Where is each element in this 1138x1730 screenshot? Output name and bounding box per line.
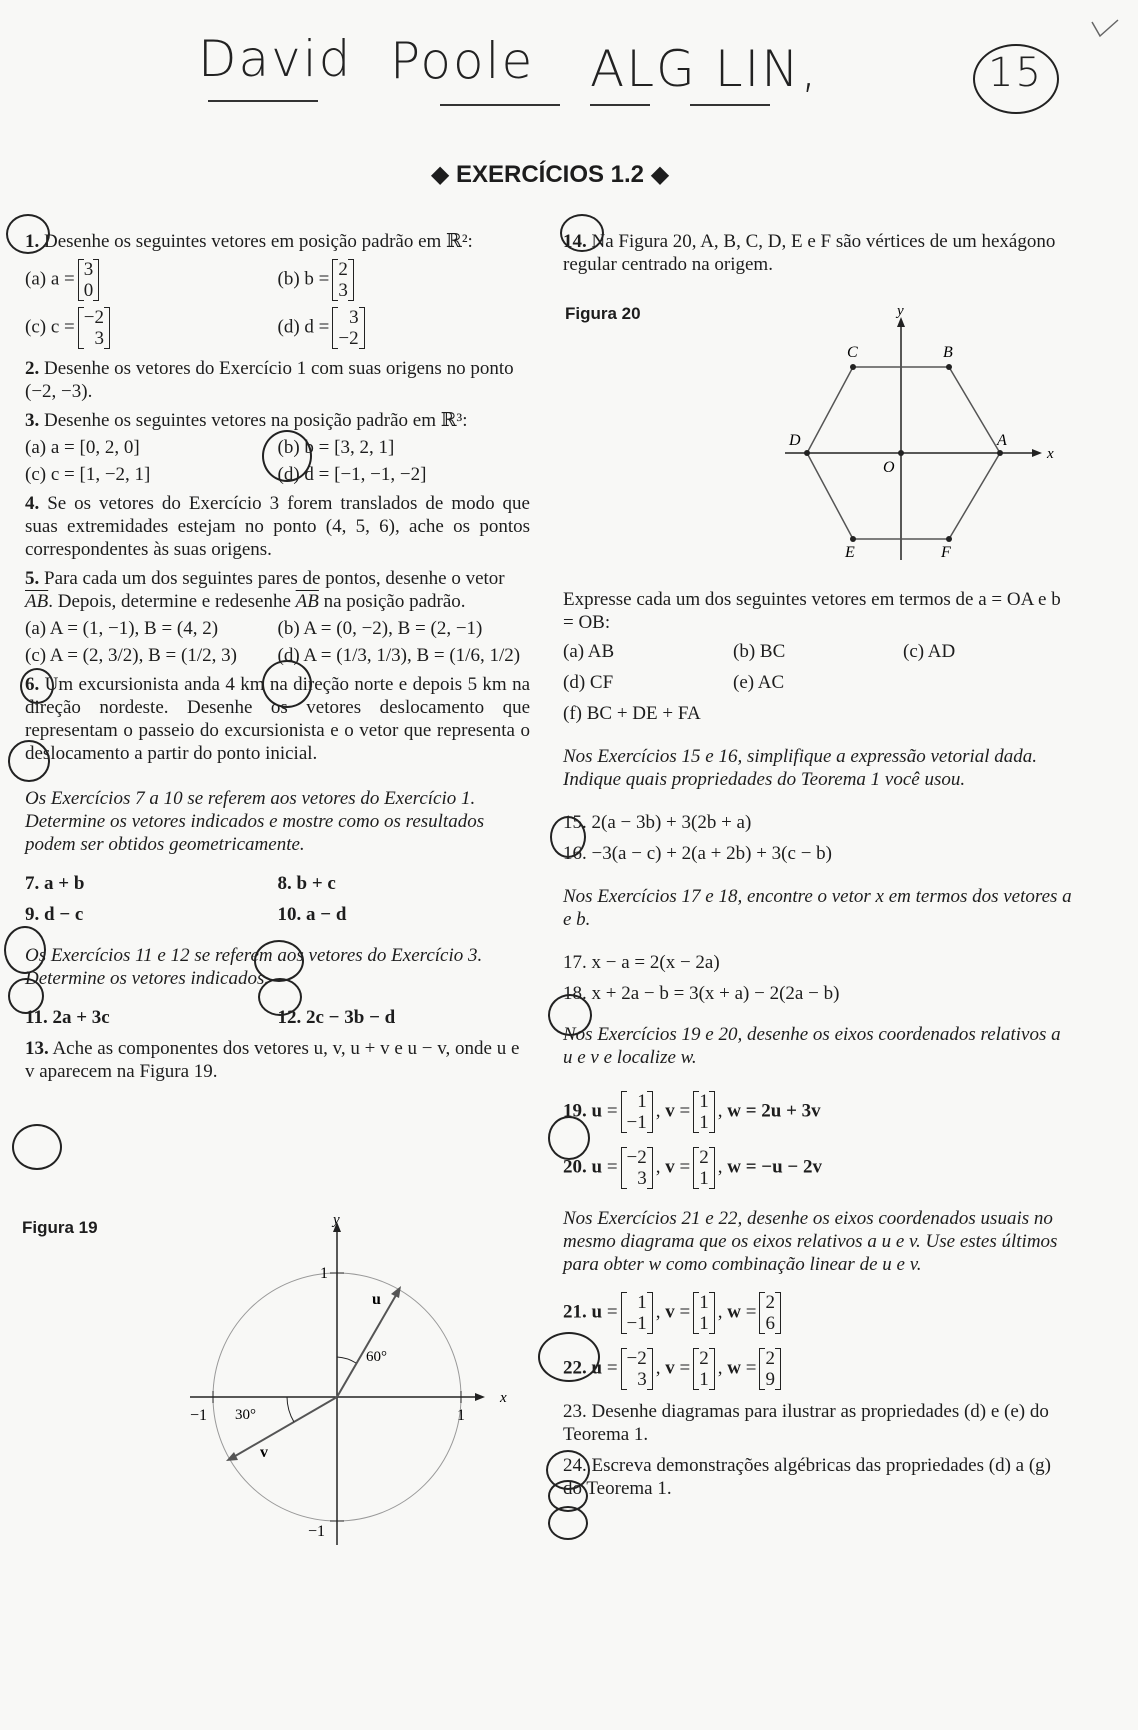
svg-text:E: E (845, 544, 855, 561)
instructions-15-16: Nos Exercícios 15 e 16, simplifique a expressão vetorial dada. Indique quais propriedades do Teorema 1 você usou. (563, 746, 1038, 790)
exercise-3: 3. Desenhe os seguintes vetores na posição padrão em ℝ³: (25, 410, 468, 431)
exercise-14: 14. Na Figura 20, A, B, C, D, E e F são vértices de um hexágono regular centrado na origem. (563, 231, 1056, 275)
figure-20-diagram (775, 305, 1075, 565)
exercise-5: 5. Para cada um dos seguintes pares de pontos, desenhe o vetor $\overline{AB}$. Depois, determine e redesenhe $\overline{AB}$ na posição padrão. (25, 568, 505, 612)
express-instructions: Expresse cada um dos seguintes vetores em termos de a = OA e b = OB: (563, 589, 1061, 633)
handwritten-circle (262, 660, 312, 708)
handwritten-circle (12, 1124, 62, 1170)
svg-text:x: x (1047, 446, 1054, 462)
handwritten-circle (258, 978, 302, 1016)
handwritten-circle (20, 668, 54, 704)
exercise-22: 22. u = −2 3 , v = 2 1 , w = 2 9 (563, 1348, 1073, 1390)
fig19-x-label: x (500, 1390, 507, 1406)
handwritten-circle (254, 940, 304, 982)
handwritten-page-number: 15 (988, 50, 1043, 96)
figure-20-title: Figura 20 (565, 304, 641, 323)
handwritten-name-david: David (198, 30, 353, 88)
handwritten-circle (548, 994, 592, 1036)
exercise-3-items: (c) c = [1, −2, 1] (d) d = [−1, −1, −2] (25, 464, 427, 485)
handwritten-underline (690, 104, 770, 106)
svg-text:A: A (997, 432, 1007, 449)
handwritten-circle (548, 1116, 590, 1160)
exercise-16: 16. −3(a − c) + 2(a + 2b) + 3(c − b) (563, 843, 832, 864)
handwritten-alg-lin: ALG LIN, (590, 40, 819, 98)
exercise-5-items: (a) A = (1, −1), B = (4, 2) (b) A = (0, −2), B = (2, −1) (25, 618, 483, 639)
handwritten-circle (548, 1506, 588, 1540)
vector-v-label: v (260, 1444, 268, 1461)
svg-text:D: D (789, 432, 801, 449)
instructions-7-10: Os Exercícios 7 a 10 se referem aos vetores do Exercício 1. Determine os vetores indicados e mostre como os resultados podem ser obtidos geometricamente. (25, 788, 485, 855)
handwritten-circle (262, 430, 312, 482)
exercise-4: 4. Se os vetores do Exercício 3 forem translados de modo que suas extremidades estejam no ponto (4, 5, 6), ache os pontos correspondentes às suas origens. (25, 493, 530, 560)
exercise-19: 19. u = 1 −1 , v = 1 1 , w = 2u + 3v (563, 1091, 821, 1133)
exercise-1: 1. Desenhe os seguintes vetores em posição padrão em ℝ²: (25, 231, 473, 252)
svg-text:C: C (847, 344, 858, 361)
exercise-23: 23. Desenhe diagramas para ilustrar as propriedades (d) e (e) do Teorema 1. (563, 1401, 1049, 1445)
instructions-21-22: Nos Exercícios 21 e 22, desenhe os eixos coordenados usuais no mesmo diagrama que os eixos relativos a u e v. Use estes últimos para obter w como combinação linear de u e v. (563, 1208, 1058, 1275)
exercise-21: 21. u = 1 −1 , v = 1 1 , w = 2 6 (563, 1292, 1073, 1334)
handwritten-circle (8, 978, 44, 1014)
exercise-1-items: (a) a = 3 0 (b) b = 2 3 (25, 259, 530, 301)
svg-text:B: B (943, 344, 953, 361)
svg-text:−1: −1 (308, 1523, 326, 1540)
exercise-1-items: (c) c = −2 3 (d) d = 3 −2 (25, 307, 530, 349)
svg-text:y: y (897, 305, 904, 319)
figure-19-title: Figura 19 (22, 1218, 98, 1237)
exercise-3-items: (a) a = [0, 2, 0] (b) b = [3, 2, 1] (25, 437, 395, 458)
exercise-5-items: (c) A = (2, 3/2), B = (1/2, 3) (d) A = (1/3, 1/3), B = (1/6, 1/2) (25, 645, 521, 666)
angle-30-label: 30° (235, 1407, 256, 1423)
handwritten-underline (590, 104, 650, 106)
vector-u-label: u (372, 1291, 381, 1308)
instructions-19-20: Nos Exercícios 19 e 20, desenhe os eixos coordenados relativos a u e v e localize w. (563, 1024, 1061, 1068)
handwritten-underline (208, 100, 318, 102)
right-column-lower (563, 588, 1073, 1500)
svg-text:−1: −1 (190, 1407, 208, 1424)
exercise-17: 17. x − a = 2(x − 2a) (563, 952, 720, 973)
svg-text:1: 1 (457, 1407, 465, 1424)
exercise-18: 18. x + 2a − b = 3(x + a) − 2(2a − b) (563, 983, 840, 1004)
fig19-y-label: y (333, 1212, 340, 1228)
figure-19-diagram (180, 1210, 520, 1550)
check-mark-icon (1090, 18, 1120, 40)
right-column (563, 230, 1073, 276)
exercise-13: 13. Ache as componentes dos vetores u, v, u + v e u − v, onde u e v aparecem na Figura 19. (25, 1038, 520, 1082)
handwritten-name-poole: Poole (390, 32, 535, 90)
exercises-7-8: 7. a + b 8. b + c (25, 873, 336, 894)
instructions-17-18: Nos Exercícios 17 e 18, encontre o vetor x em termos dos vetores a e b. (563, 886, 1072, 930)
express-items: (a) AB (b) BC (c) AD (563, 641, 956, 662)
exercise-24: 24. Escreva demonstrações algébricas das propriedades (d) a (g) do Teorema 1. (563, 1455, 1051, 1499)
handwritten-circle (560, 214, 604, 252)
exercises-9-10: 9. d − c 10. a − d (25, 904, 347, 925)
page-title: ◆ EXERCÍCIOS 1.2 ◆ (430, 161, 670, 188)
handwritten-circle (8, 740, 50, 782)
handwritten-circle (4, 926, 46, 974)
handwritten-underline (440, 104, 560, 106)
exercise-6: 6. Um excursionista anda 4 km na direção norte e depois 5 km na direção nordeste. Desenhe os vetores deslocamento que representam o passeio do excursionista e o vetor que representa o deslocamento a partir do ponto inicial. (25, 674, 531, 764)
svg-text:1: 1 (320, 1265, 328, 1282)
svg-text:F: F (941, 544, 951, 561)
express-items: (d) CF (e) AC (563, 672, 785, 693)
handwritten-circle (550, 816, 586, 858)
instructions-11-12: Os Exercícios 11 e 12 se referem aos vetores do Exercício 3. Determine os vetores indicados. (25, 945, 483, 989)
express-item-f: (f) BC + DE + FA (563, 703, 701, 724)
handwritten-circle (538, 1332, 600, 1382)
exercise-20: 20. u = −2 3 , v = 2 1 , w = −u − 2v (563, 1147, 823, 1189)
angle-60-label: 60° (366, 1349, 387, 1365)
exercise-15: 15. 2(a − 3b) + 3(2b + a) (563, 812, 752, 833)
exercise-2: 2. Desenhe os vetores do Exercício 1 com suas origens no ponto (−2, −3). (25, 358, 514, 402)
exercises-11-12: 11. 2a + 3c 12. 2c − 3b − d (25, 1007, 396, 1028)
svg-text:O: O (883, 459, 895, 476)
handwritten-circle (6, 214, 50, 254)
